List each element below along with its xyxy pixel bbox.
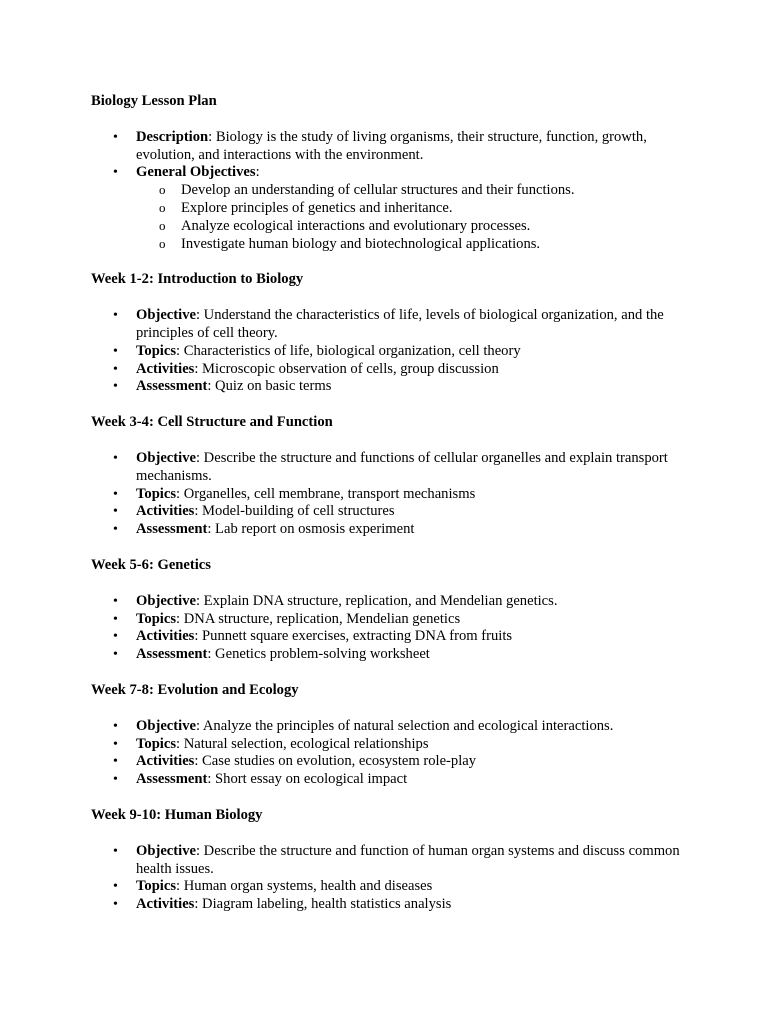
intro-list — [91, 129, 681, 254]
section-heading: Week 1-2: Introduction to Biology — [91, 271, 304, 288]
section-heading: Week 3-4: Cell Structure and Function — [91, 414, 333, 431]
bullet-marker: • — [113, 647, 118, 663]
item-label: Topics — [136, 342, 177, 359]
item-text: : Punnett square exercises, extracting DNA from fruits — [194, 628, 513, 645]
bullet-marker: • — [113, 522, 118, 538]
bullet-marker: • — [113, 629, 118, 645]
item-label: Assessment — [136, 378, 208, 395]
section-heading: Week 7-8: Evolution and Ecology — [91, 681, 299, 698]
bullet-marker: • — [113, 772, 118, 788]
section-item-list — [91, 593, 681, 664]
item-label: Activities — [136, 503, 195, 520]
section-item — [113, 449, 681, 486]
objective-text: Explore principles of genetics and inheritance. — [181, 199, 453, 216]
bullet-marker: • — [113, 718, 118, 734]
section-item — [113, 307, 681, 343]
item-label: Activities — [136, 896, 195, 913]
section-item — [113, 646, 681, 664]
bullet-marker: • — [113, 504, 118, 520]
item-text: : Microscopic observation of cells, group discussion — [194, 360, 499, 377]
item-label: Topics — [136, 485, 177, 502]
week-section — [91, 682, 681, 789]
section-item — [113, 842, 681, 879]
section-item — [113, 521, 681, 539]
section-item — [113, 628, 681, 646]
bullet-marker: • — [113, 736, 118, 752]
item-text: : DNA structure, replication, Mendelian genetics — [176, 610, 461, 627]
section-item — [113, 896, 681, 914]
document-title: Biology Lesson Plan — [91, 93, 217, 109]
section-item-list — [91, 843, 681, 914]
bullet-marker: • — [113, 165, 118, 181]
item-text: : Analyze the principles of natural selection and ecological interactions. — [195, 717, 614, 734]
bullet-marker: • — [113, 593, 118, 609]
week-section — [91, 807, 681, 914]
objective-subitem — [159, 235, 681, 254]
item-text: : Case studies on evolution, ecosystem role-play — [194, 753, 477, 770]
item-label: Objective — [136, 842, 196, 859]
item-text: : Model-building of cell structures — [194, 503, 395, 520]
bullet-marker: • — [113, 843, 118, 859]
sub-bullet-marker: o — [159, 182, 166, 198]
item-label: Objective — [136, 307, 196, 324]
description-item — [113, 128, 681, 165]
week-section — [91, 414, 681, 539]
section-item-list — [91, 718, 681, 789]
week-section — [91, 557, 681, 664]
objective-text: Investigate human biology and biotechnological applications. — [181, 235, 541, 252]
objective-subitem — [159, 199, 681, 218]
item-label: Topics — [136, 878, 177, 895]
sub-bullet-marker: o — [159, 217, 166, 233]
bullet-marker: • — [113, 754, 118, 770]
bullet-marker: • — [113, 308, 118, 324]
item-label: Assessment — [136, 771, 208, 788]
section-item — [113, 878, 681, 896]
section-item — [113, 592, 681, 611]
section-item — [113, 735, 681, 754]
section-item-list — [91, 450, 681, 539]
item-text: : Understand the characteristics of life, levels of biological organization, and the principles of cell theory. — [136, 307, 664, 341]
item-label: Activities — [136, 753, 195, 770]
item-text: : Diagram labeling, health statistics analysis — [194, 896, 452, 913]
objective-subitem — [159, 182, 681, 200]
section-item — [113, 503, 681, 521]
objectives-sublist — [136, 182, 681, 253]
description-text: : Biology is the study of living organisms, their structure, function, growth, evolution, and interactions with the environment. — [136, 128, 647, 163]
general-objectives-label: General Objectives — [136, 164, 256, 181]
item-text: : Human organ systems, health and diseases — [176, 878, 433, 895]
item-label: Assessment — [136, 521, 208, 538]
section-item — [113, 360, 681, 379]
item-text: : Describe the structure and functions of cellular organelles and explain transport mechanisms. — [136, 449, 668, 484]
item-label: Activities — [136, 628, 195, 645]
bullet-marker: • — [113, 129, 118, 145]
bullet-marker: • — [113, 361, 118, 377]
item-label: Topics — [136, 735, 177, 752]
item-label: Objective — [136, 717, 196, 734]
section-item — [113, 610, 681, 629]
item-label: Objective — [136, 449, 196, 466]
item-text: : Short essay on ecological impact — [207, 771, 408, 788]
item-text: : Describe the structure and function of human organ systems and discuss common health issues. — [136, 842, 680, 877]
bullet-marker: • — [113, 379, 118, 395]
bullet-marker: • — [113, 611, 118, 627]
section-item — [113, 771, 681, 789]
objective-subitem — [159, 217, 681, 236]
section-heading: Week 5-6: Genetics — [91, 556, 211, 573]
bullet-marker: • — [113, 897, 118, 913]
section-item — [113, 717, 681, 736]
section-item — [113, 485, 681, 504]
section-heading: Week 9-10: Human Biology — [91, 806, 263, 823]
item-label: Objective — [136, 592, 196, 609]
item-label: Topics — [136, 610, 177, 627]
section-item — [113, 753, 681, 771]
item-text: : Natural selection, ecological relationships — [176, 735, 429, 752]
general-objectives-suffix: : — [255, 164, 260, 181]
item-text: : Genetics problem-solving worksheet — [207, 646, 430, 663]
section-item-list — [91, 307, 681, 396]
bullet-marker: • — [113, 343, 118, 359]
sub-bullet-marker: o — [159, 199, 166, 215]
general-objectives-item — [113, 164, 681, 253]
item-text: : Quiz on basic terms — [207, 378, 332, 395]
description-label: Description — [136, 128, 209, 145]
objective-text: Analyze ecological interactions and evolutionary processes. — [181, 217, 531, 234]
item-label: Activities — [136, 360, 195, 377]
item-text: : Explain DNA structure, replication, and Mendelian genetics. — [195, 592, 558, 609]
bullet-marker: • — [113, 879, 118, 895]
sub-bullet-marker: o — [159, 235, 166, 251]
item-text: : Characteristics of life, biological organization, cell theory — [176, 342, 521, 359]
item-text: : Lab report on osmosis experiment — [207, 521, 415, 538]
objective-text: Develop an understanding of cellular structures and their functions. — [181, 182, 575, 199]
bullet-marker: • — [113, 486, 118, 502]
bullet-marker: • — [113, 450, 118, 466]
week-section — [91, 271, 681, 396]
section-item — [113, 378, 681, 396]
section-item — [113, 342, 681, 361]
item-text: : Organelles, cell membrane, transport mechanisms — [176, 485, 476, 502]
item-label: Assessment — [136, 646, 208, 663]
document-page — [91, 93, 681, 932]
